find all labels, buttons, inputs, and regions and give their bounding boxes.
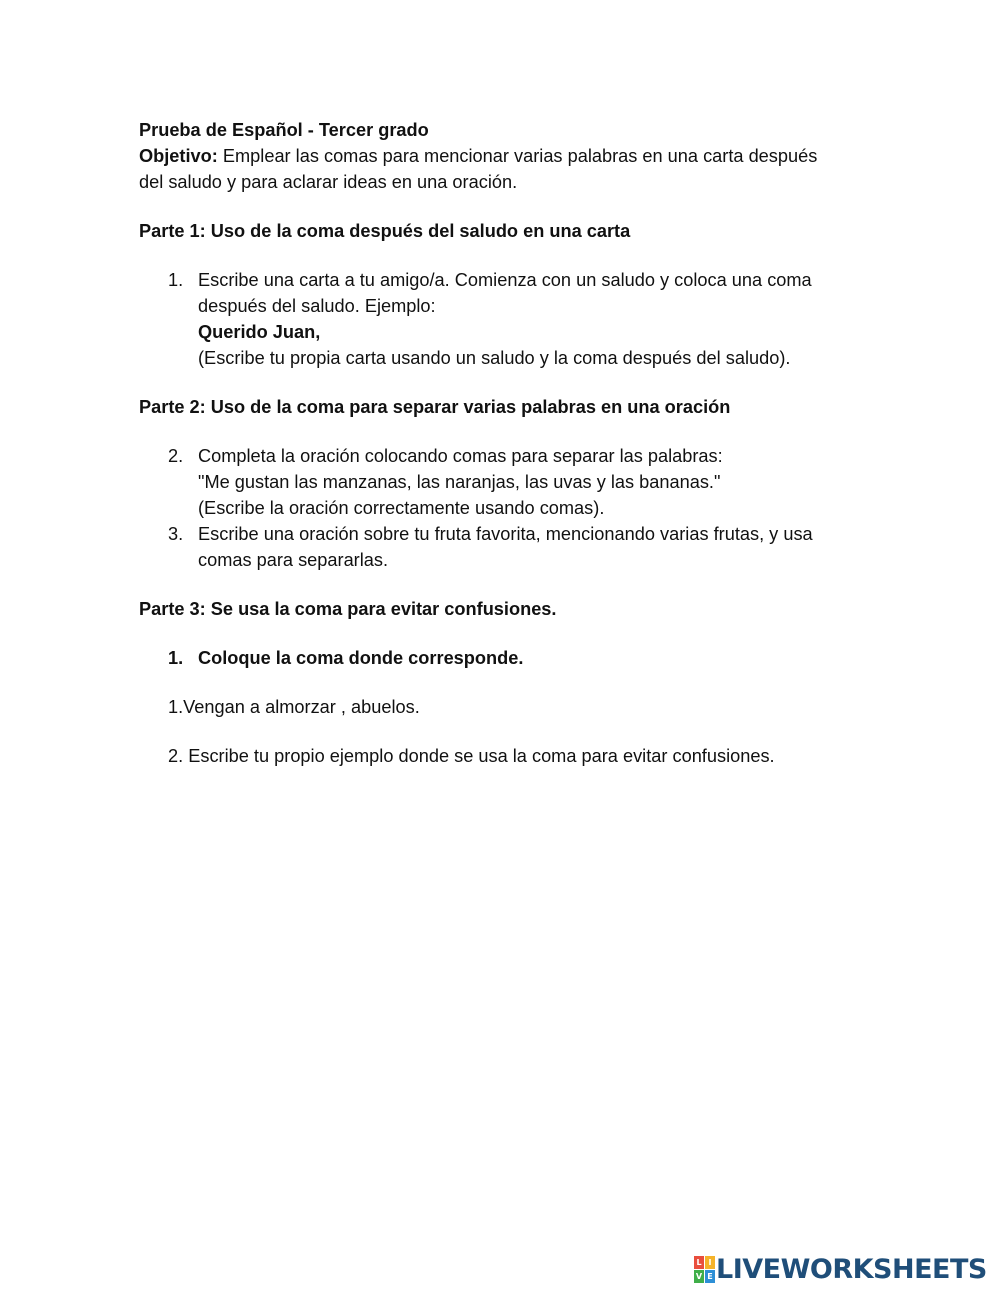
- logo-tile: V: [694, 1270, 704, 1283]
- objective-line-2: del saludo y para aclarar ideas en una oración.: [139, 172, 518, 192]
- part2-item-3: [139, 521, 869, 573]
- part2-heading: Parte 2: Uso de la coma para separar varias palabras en una oración: [139, 397, 731, 417]
- item-text-line: (Escribe tu propia carta usando un saludo y la coma después del saludo).: [198, 348, 791, 368]
- item-number: 1.: [168, 270, 184, 290]
- example-greeting: Querido Juan,: [198, 322, 321, 342]
- part1-item-1: [139, 267, 869, 371]
- item-text-line: Completa la oración colocando comas para separar las palabras:: [198, 446, 723, 466]
- part1-heading: Parte 1: Uso de la coma después del saludo en una carta: [139, 221, 631, 241]
- logo-tile: L: [694, 1256, 704, 1269]
- objective-text: Emplear las comas para mencionar varias palabras en una carta después: [222, 146, 818, 166]
- item-text-line: Escribe una carta a tu amigo/a. Comienza con un saludo y coloca una coma: [198, 270, 812, 290]
- item-number: 3.: [168, 524, 184, 544]
- item-text-line: después del saludo. Ejemplo:: [198, 296, 436, 316]
- logo-tile: I: [705, 1256, 715, 1269]
- worksheet-content: [139, 117, 869, 769]
- logo-tile: E: [705, 1270, 715, 1283]
- page-title: Prueba de Español - Tercer grado: [139, 120, 429, 140]
- exercise-own-example: 2. Escribe tu propio ejemplo donde se usa la coma para evitar confusiones.: [168, 746, 775, 766]
- part2-item-2: [139, 443, 869, 521]
- liveworksheets-logo: [694, 1252, 987, 1286]
- item-number: 1.: [168, 648, 184, 668]
- example-sentence: "Me gustan las manzanas, las naranjas, las uvas y las bananas.": [198, 472, 721, 492]
- brand-name: LIVEWORKSHEETS: [716, 1253, 987, 1285]
- item-number: 2.: [168, 446, 184, 466]
- item-text-line: (Escribe la oración correctamente usando comas).: [198, 498, 605, 518]
- item-text-line: Escribe una oración sobre tu fruta favorita, mencionando varias frutas, y usa: [198, 524, 813, 544]
- instruction-text: Coloque la coma donde corresponde.: [198, 648, 524, 668]
- objective-label: Objetivo:: [139, 146, 218, 166]
- item-text-line: comas para separarlas.: [198, 550, 389, 570]
- part3-instruction: [139, 645, 869, 671]
- exercise-sentence: 1.Vengan a almorzar , abuelos.: [168, 697, 420, 717]
- objective-line-1: [139, 143, 869, 169]
- part3-heading: Parte 3: Se usa la coma para evitar confusiones.: [139, 599, 557, 619]
- liveworksheets-icon: [694, 1256, 714, 1282]
